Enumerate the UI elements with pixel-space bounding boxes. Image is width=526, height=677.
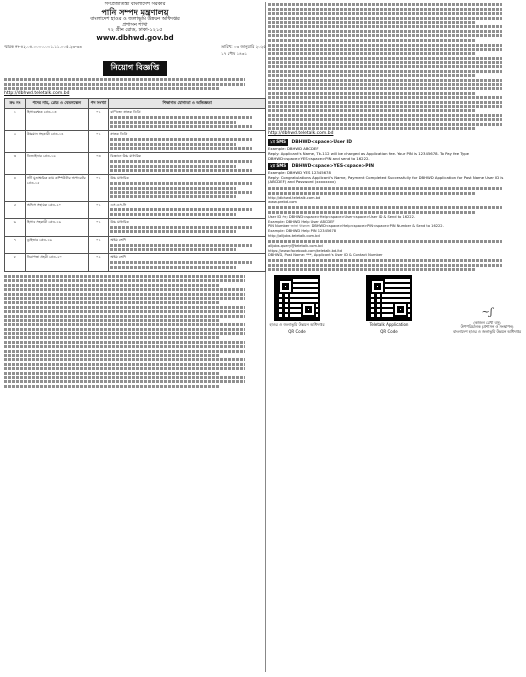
conditions-list (4, 275, 266, 388)
sms1-command: DBHWD<space>User ID (291, 140, 352, 146)
col-qualification: শিক্ষাগত যোগ্যতা ও অভিজ্ঞতা (109, 99, 266, 109)
table-row: ৮ নিরাপত্তা প্রহরী গ্রেড-২০ ০২ অষ্টম শ্রেণি (5, 254, 266, 272)
memo-number: স্মারক নং-৪২.০৪.০০০০.০০১.১১.০০৫.২৩-৩৩ (4, 44, 82, 50)
department-name: বাংলাদেশ হাওর ও জলাভূমি উন্নয়ন অধিদপ্তর (90, 15, 180, 22)
right-column (268, 2, 522, 675)
photo-signature-instructions (268, 3, 522, 41)
sms2-command: DBHWD<space>YES<space>PIN (291, 163, 375, 169)
intro-link[interactable]: http://dbhwd.teletalk.com.bd (4, 91, 70, 97)
table-row: ৫ অফিস সহায়ক গ্রেড-২০ ০১ এস.এস.সি (5, 201, 266, 219)
address: ৭২ গ্রীন রোড, ঢাকা-১২১৫ (107, 27, 163, 34)
sms2-example: Example: DBHWD YES 12345678 (268, 169, 331, 175)
memo-line (4, 44, 266, 58)
signature-block (452, 307, 522, 335)
sms1-tag: ১ম SMS (270, 139, 286, 145)
signatory-office: বাংলাদেশ হাওর ও জলাভূমি উন্নয়ন অধিদপ্তর (452, 328, 522, 334)
left-column (4, 2, 266, 675)
website[interactable]: www.dbhwd.gov.bd (96, 34, 174, 43)
sms2-tag: ২য় SMS (270, 162, 287, 168)
posts-table-header (5, 99, 266, 109)
signature-mark: ~ʃ (481, 306, 493, 318)
signatory-designation: উপপরিচালক (প্রশাসন ও সংস্থাপন) (460, 324, 514, 330)
table-row: ৪ সাঁট মুদ্রাক্ষরিক কাম কম্পিউটার অপারেটর গ্রেড-১৫ ০১ উচ্চ মাধ্যমিক (5, 175, 266, 201)
facebook-link[interactable]: https://www.facebook.com/teletalk.bd.ltd (268, 248, 343, 253)
qr-dbhwd[interactable]: হাওর ও জলাভূমি উন্নয়ন অধিদপ্তর QR Code (268, 275, 326, 335)
intro-paragraph (4, 78, 266, 96)
sms2-line (268, 163, 522, 170)
userid-lost: User ID সহ: DBHWD<space>Help<space>User<space>User ID & Send to 16222. (268, 215, 416, 220)
col-count: পদ সংখ্যা (88, 99, 109, 109)
further-instructions (268, 187, 522, 271)
email-link[interactable]: alljobs.query@teletalk.com.bd (268, 244, 323, 248)
table-row: ৩ ডিজাইনার গ্রেড-১৬ ০৩ বিজ্ঞানে উচ্চ মাধ্যমিক (5, 153, 266, 175)
sms1-example: Example: DBHWD ABCDEF (268, 146, 319, 152)
table-row: ২ উচ্চমান সহকারী গ্রেড-১৪ ০১ স্নাতক ডিগ্রি (5, 131, 266, 153)
table-row: ৭ ড্রাইভার গ্রেড-১৬ ০১ অষ্টম শ্রেণি (5, 236, 266, 254)
qr-code-icon (274, 275, 320, 321)
online-link[interactable]: http://dbhwd.teletalk.com.bd (268, 131, 334, 137)
posts-table (4, 98, 266, 272)
qr-teletalk[interactable]: Teletalk Application QR Code (360, 275, 418, 335)
pin-lost: PIN Number জানা থাকলে: DBHWD<space>Help<space>PIN<space>PIN Number & Send to 16222. (268, 224, 444, 229)
footer-row (268, 275, 522, 335)
notice-header (4, 2, 266, 42)
online-steps (268, 44, 522, 137)
memo-date: তারিখ: ০৩ জানুয়ারি ২০২৫ ১৭ পৌষ ১৪৩১ (221, 44, 266, 57)
signatory-name: (কাজল রেখা বসু) (473, 319, 501, 325)
table-row: ৬ হিসাব সহকারী গ্রেড-১৬ ০১ উচ্চ মাধ্যমিক (5, 219, 266, 237)
col-post: পদের নাম, গ্রেড ও বেতনস্কেল (25, 99, 88, 109)
table-row: ১ হিসাবরক্ষক গ্রেড-১৩ ০১ বাণিজ্যে স্নাতক ডিগ্রি (5, 109, 266, 131)
teletalk-link[interactable]: http://dbhwd.teletalk.com.bd (268, 195, 321, 200)
sms1-line (268, 139, 522, 146)
sms2-reply: Reply: Congratulations Applicant's Name, Payment Completed Successfully for DBHWD Application for Post Name User ID is (ABCDEF) and Password (xxxxxxxx) (268, 174, 504, 185)
sms1-reply: Reply: Applicant's Name, Tk-112 will be charged as Application fee. Your PIN is 12345678. To Pay fee Type DBHWD<space>YES<space>PIN and send to 16222. (268, 151, 469, 161)
section-name: প্রশাসন শাখা (122, 21, 148, 28)
userid-example: Example: DBHWD Help User ABCDEF (268, 219, 335, 224)
ministry-name: পানি সম্পদ মন্ত্রণালয় (101, 7, 169, 17)
gov-line: গণপ্রজাতন্ত্রী বাংলাদেশ সরকার (104, 2, 166, 7)
post-subject: DBHWD, Post Name: ***, Applicant's User ID & Contact Number (268, 253, 383, 258)
col-serial: ক্রঃ নং (5, 99, 26, 109)
alljobs-link[interactable]: http://alljobs.teletalk.com.bd (268, 233, 320, 238)
notice-title: নিয়োগ বিজ্ঞপ্তি (103, 61, 167, 76)
prebd-link[interactable]: www.prebd.com (268, 200, 297, 205)
pin-example: Example: DBHWD Help PIN 12345678 (268, 229, 337, 234)
qr-code-icon (366, 275, 412, 321)
sms-section (268, 139, 522, 185)
